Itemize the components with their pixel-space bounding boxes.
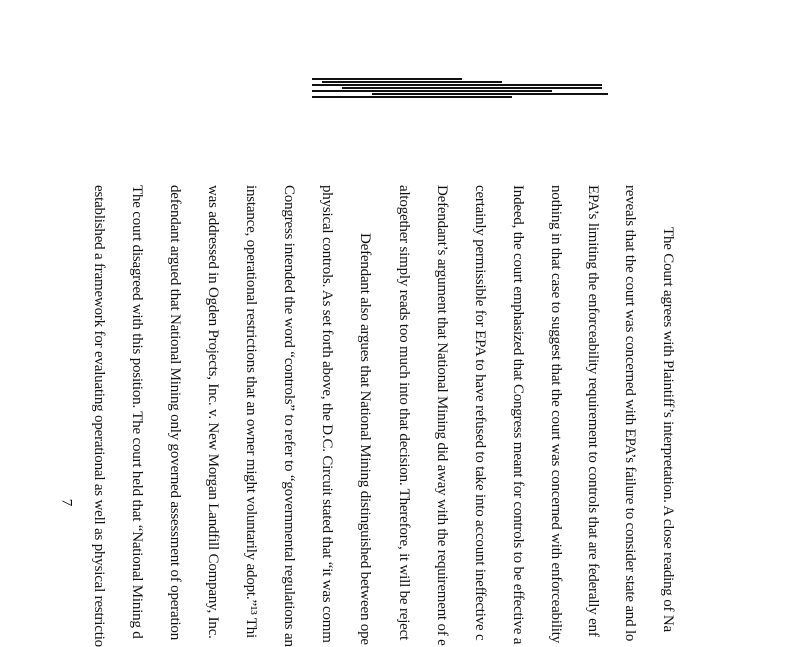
text-line: Defendant also argues that National Mining distinguished between ope (357, 233, 373, 645)
text-line: certainly permissible for EPA to have refused to take into account ineffective c (472, 185, 488, 641)
text-line: instance, operational restrictions that an owner might voluntarily adopt.”¹³ Thi (243, 185, 259, 639)
text-line: established a framework for evaluating operational as well as physical restrictio (91, 185, 107, 647)
text-line: The court disagreed with this position. The court held that “National Mining d (129, 185, 145, 639)
text-line: The Court agrees with Plaintiff’s interpretation. A close reading of Na (660, 227, 676, 632)
text-line: Congress intended the word “controls” to refer to “governmental regulations an (281, 185, 297, 647)
text-line: nothing in that case to suggest that the court was concerned with enforceability (548, 185, 564, 644)
text-line: physical controls. As set forth above, the D.C. Circuit stated that “it was comm (319, 185, 335, 643)
document-body (0, 185, 676, 647)
redacted-header (312, 77, 608, 99)
text-line: EPA’s limiting the enforceability requirement to controls that are federally enf (585, 185, 601, 637)
text-line: altogether simply reads too much into that decision. Therefore, it will be reject (396, 185, 412, 641)
text-line: reveals that the court was concerned with EPA’s failure to consider state and lo (622, 185, 638, 642)
text-line: defendant argued that National Mining only governed assessment of operation (167, 185, 183, 641)
text-line: Defendant’s argument that National Mining did away with the requirement of e (434, 185, 450, 646)
text-line: Indeed, the court emphasized that Congress meant for controls to be effective a (510, 185, 526, 645)
text-line: was addressed in Ogden Projects, Inc. v. New Morgan Landfill Company, Inc. (205, 185, 221, 639)
page-number: 7 (58, 498, 75, 507)
